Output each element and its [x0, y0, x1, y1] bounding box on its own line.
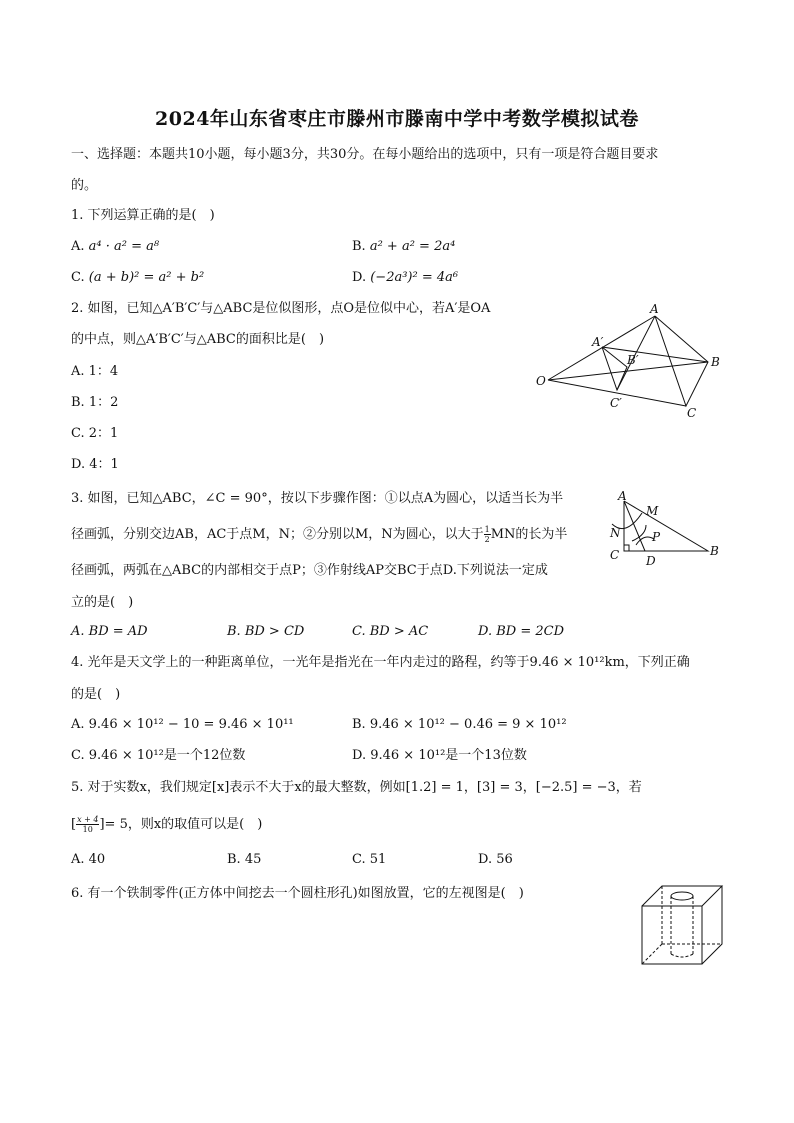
q1-option-b: B. a² + a² = 2a⁴ — [352, 239, 456, 254]
q4-stem-line1: 4. 光年是天文学上的一种距离单位，一光年是指光在一年内走过的路程，约等于9.46 × 10¹²km，下列正确 — [71, 655, 690, 670]
q1-option-c: C. (a + b)² = a² + b² — [71, 270, 205, 285]
q5-option-b: B. 45 — [227, 852, 262, 867]
q2-option-c: C. 2：1 — [71, 426, 119, 441]
q3-label-b: B — [710, 544, 719, 558]
q5-stem-line1: 5. 对于实数x，我们规定[x]表示不大于x的最大整数，例如[1.2] = 1，[3] = 3，[−2.5] = −3，若 — [71, 780, 642, 795]
q2-option-b: B. 1：2 — [71, 395, 119, 410]
section-heading-line1: 一、选择题：本题共10小题，每小题3分，共30分。在每小题给出的选项中，只有一项是符合题目要求 — [71, 147, 659, 162]
q3-stem-line2: 径画弧，分别交边AB，AC于点M，N；②分别以M，N为圆心，以大于 $\frac{1}{2}$ MN的长为半 — [71, 525, 568, 544]
q2-label-a1: A′ — [592, 335, 604, 349]
q3-option-a: A. BD = AD — [71, 624, 148, 639]
q4-option-a: A. 9.46 × 10¹² − 10 = 9.46 × 10¹¹ — [71, 717, 294, 732]
q3-stem-line4: 立的是( ) — [71, 595, 134, 610]
q3-option-d: D. BD = 2CD — [478, 624, 564, 639]
q3-option-b: B. BD > CD — [227, 624, 305, 639]
q4-option-b: B. 9.46 × 10¹² − 0.46 = 9 × 10¹² — [352, 717, 567, 732]
q3-ray-ad — [624, 501, 645, 551]
q2-stem-line1: 2. 如图，已知△A′B′C′与△ABC是位似图形，点O是位似中心，若A′是OA — [71, 301, 491, 316]
q3-figure — [604, 487, 730, 569]
q2-label-b1: B′ — [627, 353, 639, 367]
q2-option-a: A. 1：4 — [71, 364, 119, 379]
q2-label-c: C — [687, 406, 697, 420]
q2-figure — [528, 300, 728, 425]
q3-label-p: P — [652, 530, 661, 544]
q2-triangle-a1b1c1 — [602, 347, 627, 390]
q2-label-a: A — [650, 302, 659, 316]
q6-figure-cube — [640, 884, 726, 966]
q6-cylinder-top — [671, 892, 693, 900]
q3-fraction-half: $\frac{1}{2}$ — [484, 525, 490, 544]
section-heading-line2: 的。 — [71, 178, 98, 193]
page-title: 2024年山东省枣庄市滕州市滕南中学中考数学模拟试卷 — [155, 108, 639, 130]
q2-label-b: B — [711, 355, 720, 369]
q3-label-n: N — [610, 526, 621, 540]
q3-label-m: M — [646, 504, 659, 518]
q5-option-c: C. 51 — [352, 852, 387, 867]
q3-label-a: A — [618, 489, 627, 503]
q4-option-c: C. 9.46 × 10¹²是一个12位数 — [71, 748, 246, 763]
q2-label-o: O — [536, 374, 546, 388]
q4-option-d: D. 9.46 × 10¹²是一个13位数 — [352, 748, 527, 763]
q1-option-d: D. (−2a³)² = 4a⁶ — [352, 270, 459, 285]
q2-stem-line2: 的中点，则△A′B′C′与△ABC的面积比是( ) — [71, 332, 325, 347]
q6-stem: 6. 有一个铁制零件(正方体中间挖去一个圆柱形孔)如图放置，它的左视图是( ) — [71, 886, 524, 901]
q3-stem-line1: 3. 如图，已知△ABC，∠C = 90°，按以下步骤作图：①以点A为圆心，以适当长为半 — [71, 491, 564, 506]
q1-stem: 1. 下列运算正确的是( ) — [71, 208, 215, 223]
q4-stem-line2: 的是( ) — [71, 687, 121, 702]
q3-label-d: D — [646, 554, 656, 568]
q5-stem-line2: [ $\frac{x + 4}{10}$ ]= 5，则x的取值可以是( ) — [71, 815, 263, 834]
q5-fraction: $\frac{x + 4}{10}$ — [77, 815, 99, 834]
q5-option-a: A. 40 — [71, 852, 106, 867]
q2-option-d: D. 4：1 — [71, 457, 119, 472]
q5-option-d: D. 56 — [478, 852, 513, 867]
q3-label-c: C — [610, 548, 620, 562]
q3-stem-line3: 径画弧，两弧在△ABC的内部相交于点P；③作射线AP交BC于点D.下列说法一定成 — [71, 563, 548, 578]
q2-label-c1: C′ — [610, 396, 622, 410]
q1-option-a: A. a⁴ · a² = a⁸ — [71, 239, 160, 254]
q3-option-c: C. BD > AC — [352, 624, 429, 639]
